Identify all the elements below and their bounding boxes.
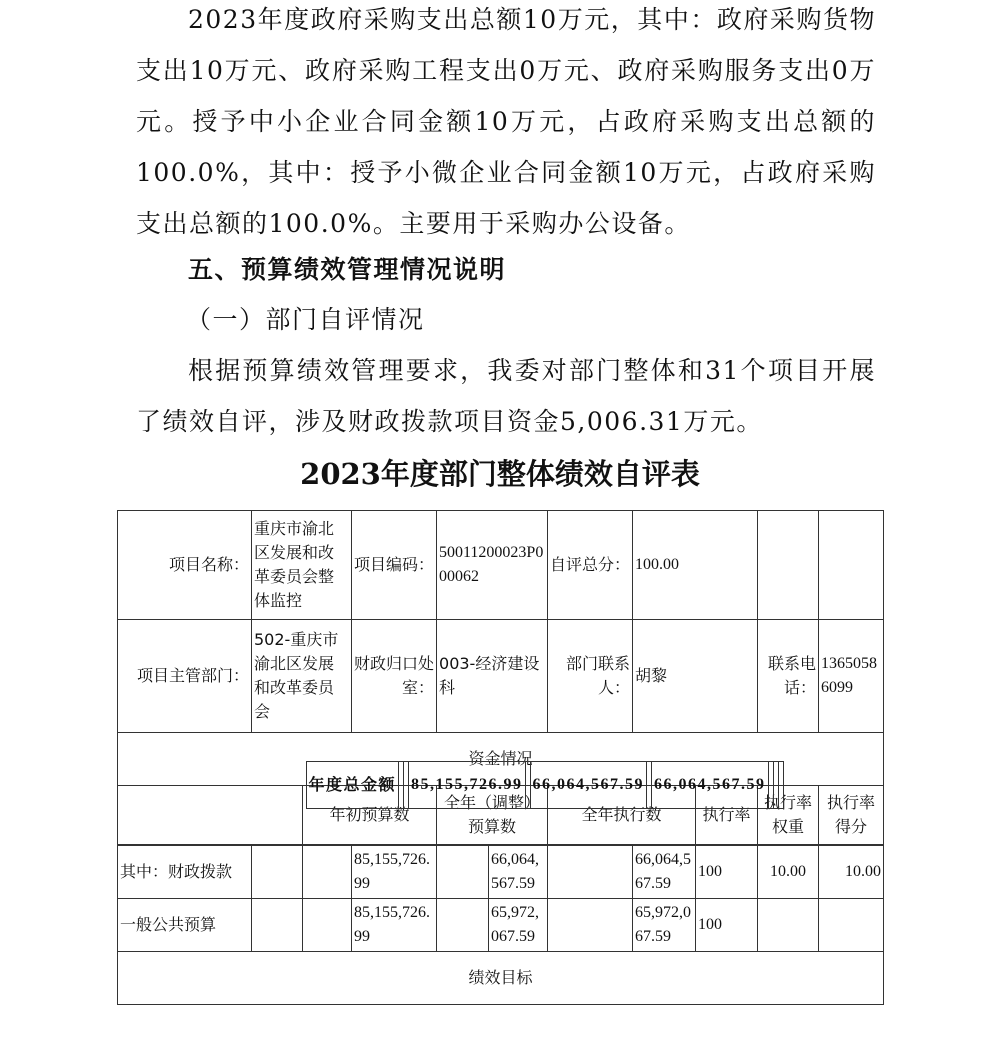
table-row bbox=[306, 761, 784, 809]
empty-cell bbox=[437, 846, 489, 899]
project-name-value: 重庆市渝北区发展和改革委员会整体监控 bbox=[252, 511, 352, 620]
phone-label: 联系电话： bbox=[758, 620, 819, 733]
initial-budget-value: 85,155,726.99 bbox=[352, 846, 437, 899]
row-label: 一般公共预算 bbox=[118, 899, 252, 952]
col-executed: 全年执行数 bbox=[548, 786, 696, 845]
project-code-label: 项目编码： bbox=[352, 511, 437, 620]
phone-value: 13650586099 bbox=[819, 620, 884, 733]
empty-cell bbox=[252, 899, 303, 952]
initial-budget-value: 85,155,726.99 bbox=[352, 899, 437, 952]
finance-office-value: 003-经济建设科 bbox=[437, 620, 548, 733]
executed-value: 66,064,567.59 bbox=[633, 846, 696, 899]
col-rate-weight: 执行率权重 bbox=[758, 786, 819, 845]
self-score-value: 100.00 bbox=[633, 511, 758, 620]
empty-cell bbox=[548, 846, 633, 899]
col-rate-score: 执行率得分 bbox=[819, 786, 884, 845]
rate-value: 100 bbox=[696, 899, 758, 952]
dept-value: 502-重庆市渝北区发展和改革委员会 bbox=[252, 620, 352, 733]
table-row bbox=[118, 899, 884, 952]
col-initial-budget: 年初预算数 bbox=[303, 786, 437, 845]
empty-cell bbox=[303, 899, 352, 952]
empty-cell bbox=[118, 786, 303, 845]
goals-section-header: 绩效目标 bbox=[118, 952, 884, 1005]
heading-budget-performance: 五、预算绩效管理情况说明 bbox=[188, 255, 507, 284]
empty-cell bbox=[303, 846, 352, 899]
row-label: 其中：财政拨款 bbox=[118, 846, 252, 899]
empty-cell bbox=[758, 511, 819, 620]
col-adjusted-budget: 全年（调整）预算数 bbox=[437, 786, 548, 845]
table-row bbox=[118, 846, 884, 899]
paragraph-procurement: 2023年度政府采购支出总额10万元，其中：政府采购货物支出10万元、政府采购工程支出0万元、政府采购服务支出0万元。授予中小企业合同金额10万元，占政府采购支出总额的100.0%，其中：授予小微企业合同金额10万元，占政府采购支出总额的100.0%。主要用于采购办公设备。 bbox=[136, 5, 876, 238]
score-value: 10.00 bbox=[819, 846, 884, 899]
adjusted-budget-value: 65,972,067.59 bbox=[489, 899, 548, 952]
executed-value: 66,064,567.59 bbox=[652, 761, 769, 808]
subheading-self-evaluation: （一）部门自评情况 bbox=[186, 305, 425, 334]
score-value bbox=[778, 761, 783, 808]
initial-budget-value: 85,155,726.99 bbox=[409, 761, 526, 808]
self-score-label: 自评总分： bbox=[548, 511, 633, 620]
funds-section-header: 资金情况 bbox=[118, 733, 884, 786]
weight-value bbox=[758, 899, 819, 952]
empty-cell bbox=[548, 899, 633, 952]
empty-cell bbox=[252, 846, 303, 899]
dept-label: 项目主管部门： bbox=[118, 620, 252, 733]
project-code-value: 50011200023P000062 bbox=[437, 511, 548, 620]
empty-cell bbox=[437, 899, 489, 952]
col-execution-rate: 执行率 bbox=[696, 786, 758, 845]
executed-value: 65,972,067.59 bbox=[633, 899, 696, 952]
performance-table bbox=[117, 510, 884, 1005]
contact-label: 部门联系人： bbox=[548, 620, 633, 733]
empty-cell bbox=[819, 511, 884, 620]
rate-value: 100 bbox=[696, 846, 758, 899]
finance-office-label: 财政归口处室： bbox=[352, 620, 437, 733]
paragraph-self-evaluation: 根据预算绩效管理要求，我委对部门整体和31个项目开展了绩效自评，涉及财政拨款项目资金5,006.31万元。 bbox=[136, 356, 876, 436]
row-label: 年度总金额 bbox=[306, 761, 399, 808]
adjusted-budget-value: 66,064,567.59 bbox=[489, 846, 548, 899]
score-value bbox=[819, 899, 884, 952]
adjusted-budget-value: 66,064,567.59 bbox=[530, 761, 647, 808]
weight-value: 10.00 bbox=[758, 846, 819, 899]
contact-value: 胡黎 bbox=[633, 620, 758, 733]
project-name-label: 项目名称： bbox=[118, 511, 252, 620]
table-title: 2023年度部门整体绩效自评表 bbox=[300, 457, 700, 491]
